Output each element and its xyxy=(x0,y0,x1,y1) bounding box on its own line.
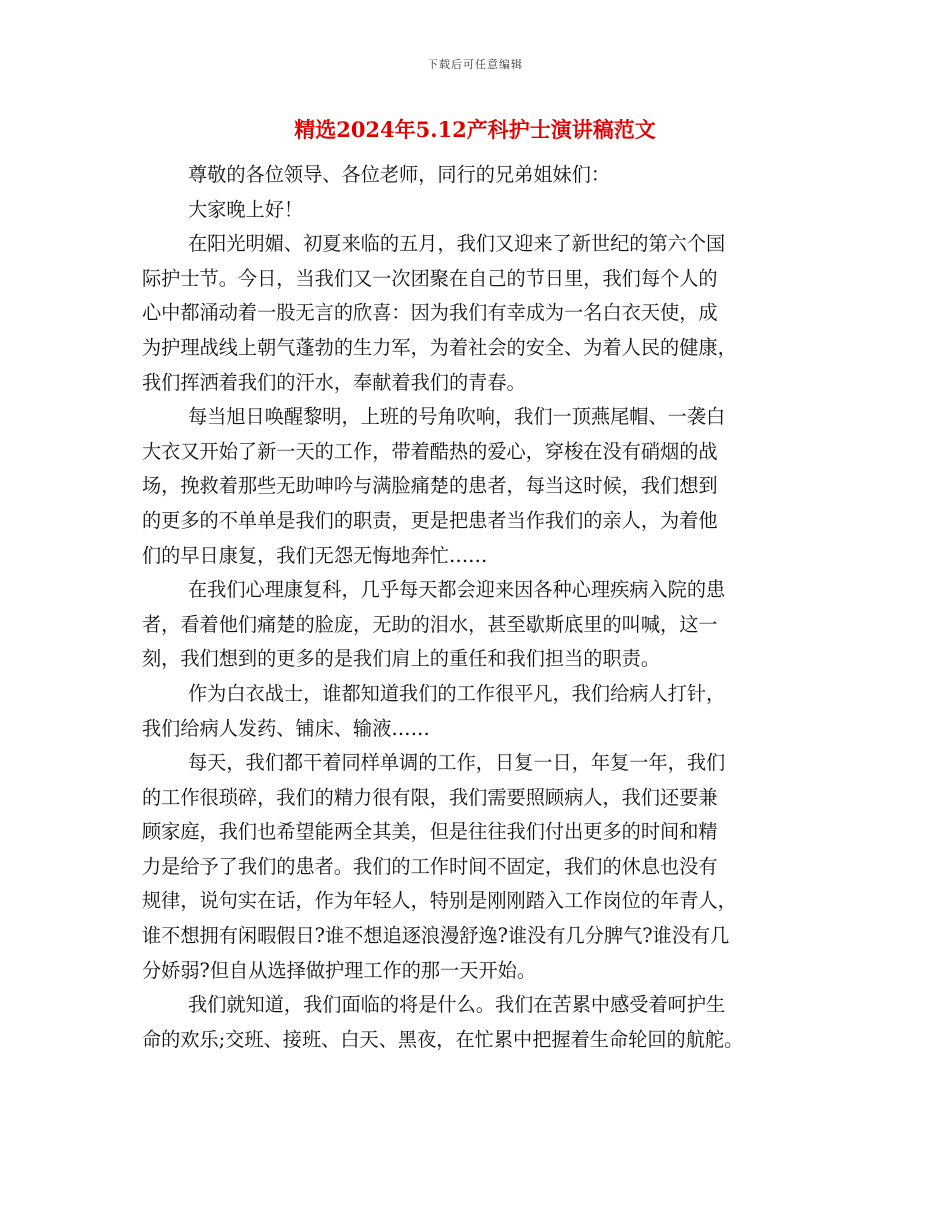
text-line: 的更多的不单单是我们的职责，更是把患者当作我们的亲人，为着他 xyxy=(142,508,718,532)
text-line: 力是给予了我们的患者。我们的工作时间不固定，我们的休息也没有 xyxy=(142,854,718,878)
text-line: 大衣又开始了新一天的工作，带着酷热的爱心，穿梭在没有硝烟的战 xyxy=(142,439,718,463)
text-line: 大家晚上好！ xyxy=(188,197,304,221)
document-body xyxy=(142,158,822,1057)
text-line: 在阳光明媚、初夏来临的五月，我们又迎来了新世纪的第六个国 xyxy=(188,232,726,256)
text-line: 谁不想拥有闲暇假日?谁不想追逐浪漫舒逸?谁没有几分脾气?谁没有几 xyxy=(142,924,730,948)
text-line: 为护理战线上朝气蓬勃的生力军，为着社会的安全、为着人民的健康， xyxy=(142,335,737,359)
text-line: 我们就知道，我们面临的将是什么。我们在苦累中感受着呵护生 xyxy=(188,993,726,1017)
text-line: 心中都涌动着一股无言的欣喜：因为我们有幸成为一名白衣天使，成 xyxy=(142,301,718,325)
text-line: 的工作很琐碎，我们的精力很有限，我们需要照顾病人，我们还要兼 xyxy=(142,785,718,809)
text-line: 在我们心理康复科，几乎每天都会迎来因各种心理疾病入院的患 xyxy=(188,578,726,602)
text-line: 我们挥洒着我们的汗水，奉献着我们的青春。 xyxy=(142,370,526,394)
text-line: 分娇弱?但自从选择做护理工作的那一天开始。 xyxy=(142,958,537,982)
text-line: 刻，我们想到的更多的是我们肩上的重任和我们担当的职责。 xyxy=(142,647,661,671)
text-line: 顾家庭，我们也希望能两全其美，但是往往我们付出更多的时间和精 xyxy=(142,820,718,844)
text-line: 每天，我们都干着同样单调的工作，日复一日，年复一年，我们 xyxy=(188,751,726,775)
text-line: 者，看着他们痛楚的脸庞，无助的泪水，甚至歇斯底里的叫喊，这一 xyxy=(142,612,718,636)
text-line: 每当旭日唤醒黎明，上班的号角吹响，我们一顶燕尾帽、一袭白 xyxy=(188,405,726,429)
document-title: 精选2024年5.12产科护士演讲稿范文 xyxy=(294,117,656,142)
text-line: 作为白衣战士，谁都知道我们的工作很平凡，我们给病人打针， xyxy=(188,681,726,705)
header-note: 下载后可任意编辑 xyxy=(427,58,523,71)
text-line: 场，挽救着那些无助呻吟与满脸痛楚的患者，每当这时候，我们想到 xyxy=(142,474,718,498)
text-line: 尊敬的各位领导、各位老师，同行的兄弟姐妹们： xyxy=(188,163,611,186)
text-line: 命的欢乐;交班、接班、白天、黑夜，在忙累中把握着生命轮回的航舵。 xyxy=(142,1027,744,1051)
text-line: 我们给病人发药、铺床、输液…… xyxy=(142,716,430,740)
text-line: 们的早日康复，我们无怨无悔地奔忙…… xyxy=(142,543,488,567)
text-line: 际护士节。今日，当我们又一次团聚在自己的节日里，我们每个人的 xyxy=(142,266,718,290)
text-line: 规律，说句实在话，作为年轻人，特别是刚刚踏入工作岗位的年青人， xyxy=(142,889,737,913)
